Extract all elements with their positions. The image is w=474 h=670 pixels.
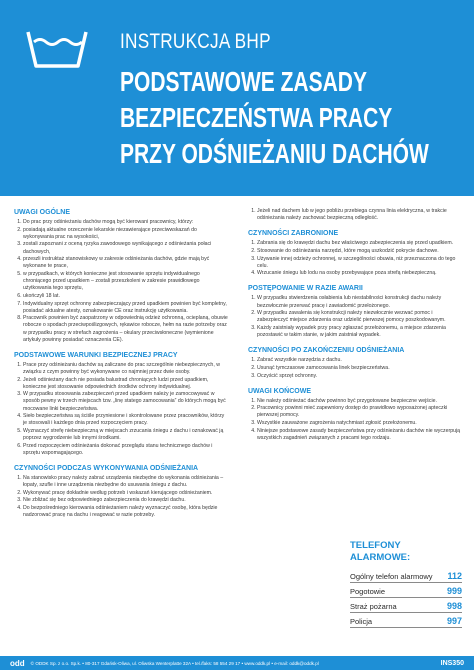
instruction-item: 1. Zabrać wszystkie narzędzia z dachu. — [257, 357, 462, 364]
instruction-item: 3. Używanie innej odzieży ochronnej, w szczególności obuwia, niż przeznaczona do tego celu. — [257, 256, 462, 270]
alarm-label: Pogotowie — [350, 587, 386, 596]
main-title-line: PRZY ODŚNIEŻANIU DACHÓW — [120, 138, 429, 169]
instruction-item: 3. Nie zbliżać się bez odpowiedniego zabezpieczenia do krawędzi dachu. — [23, 497, 228, 504]
instruction-item: 3. Wszystkie zauważone zagrożenia natychmiast zgłosić przełożonemu. — [257, 420, 462, 427]
instruction-item: 2. Stosowanie do odśnieżania narzędzi, które mogą uszkodzić pokrycie dachowe. — [257, 248, 462, 255]
instruction-item: 6. ukończyli 18 lat. — [23, 293, 228, 300]
instruction-item: 8. Pracownik powinien być zaopatrzony w odpowiednią odzież ochronną, ocieplaną, obuwie robocze o spodach przeciwpoślizgowych, rękawice robocze, hełm na razie potrzeby oraz w przypadku pracy w strefach zagrożenia – okulary przeciwsłoneczne (wymienione artykuły powinny posiadać oznaczenia CE). — [23, 315, 228, 343]
section-title: CZYNNOŚCI PODCZAS WYKONYWANIA ODŚNIEŻANIA — [14, 464, 199, 472]
instruction-item: 4. Wrzucanie śniegu lub lodu na osoby przebywające poza strefą niebezpieczną. — [257, 270, 462, 277]
instruction-item: 3. W przypadku stosowania zabezpieczeń przed upadkiem należy je zamocowywać w sposób pewny w trzech miejscach tzw. „linę statego zamocowania” do których mogą być mocowane linki bezpieczeństwa. — [23, 391, 228, 412]
instruction-item: 1. Jeżeli nad dachem lub w jego pobliżu przebiega czynna linia elektryczna, w trakcie odśnieżania należy zachować bezpieczną odległość. — [257, 208, 462, 222]
instruction-item: 3. zostali zapoznani z oceną ryzyka zawodowego wynikającego z odśnieżania połaci dachowych, — [23, 241, 228, 255]
document-main-title — [120, 64, 435, 172]
instruction-item: 2. Pracownicy powinni mieć zapewniony dostęp do prawidłowo wyposażonej apteczki pierwszej pomocy. — [257, 405, 462, 419]
instruction-item: 5. Wyznaczyć strefę niebezpieczną w miejscach zrzucania śniegu z dachu i oznakować ją poprzez wygrodzenie lub innymi środkami. — [23, 428, 228, 442]
instruction-item: 2. Jeżeli odśnieżany dach nie posiada balustrad chroniących ludzi przed upadkiem, konieczne jest stosowanie odpowiednich środków ochrony indywidualnej. — [23, 377, 228, 391]
instruction-item: 1. Prace przy odśnieżaniu dachów są zaliczane do prac szczególnie niebezpiecznych, w związku z czym powinny być wykonywane co najmniej przez dwie osoby. — [23, 362, 228, 376]
instruction-section — [14, 208, 228, 344]
alarm-number: 997 — [446, 616, 462, 626]
alarm-phones-title: TELEFONY ALARMOWE: — [350, 540, 411, 563]
instruction-section — [248, 387, 462, 442]
instruction-item: 5. w przypadkach, w których konieczne jest stosowanie sprzętu indywidualnego chroniącego przed upadkiem – zostali przeszkoleni w zakresie prawidłowego użytkowania tego sprzętu, — [23, 271, 228, 292]
instruction-item: 1. Zabrania się do krawędzi dachu bez właściwego zabezpieczenia się przed upadkiem. — [257, 240, 462, 247]
alarm-number: 999 — [446, 586, 462, 596]
instruction-item: 4. Sieło bezpieczeństwa są ściśle przyniesione i skontrolowane przez pracowników, którzy je stosowali i każdego dnia przed rozpoczęciem pracy. — [23, 413, 228, 427]
instruction-item: 1. Nie należy odśnieżać dachów powinno być przygotowane bezpieczne wejście. — [257, 398, 462, 405]
instruction-list — [248, 295, 462, 339]
section-title: CZYNNOŚCI PO ZAKOŃCZENIU ODŚNIEŻANIA — [248, 347, 405, 355]
left-column — [14, 208, 228, 526]
footer-bar — [0, 656, 474, 670]
alarm-row — [350, 613, 462, 628]
section-title: CZYNNOŚCI ZABRONIONE — [248, 230, 339, 238]
header-banner — [0, 0, 474, 196]
alarm-phones-box — [350, 540, 462, 628]
alarm-row — [350, 583, 462, 598]
instruction-section — [248, 284, 462, 339]
footer-address: © ODDK Sp. z o.o. Sp.k. • 80-317 Gdańsk-Oliwa, ul. Oliwska Wenterplatte 32A • tel./faks: 58 554 29 17 • www.oddk.pl • e-mail: oddk@oddk.pl — [30, 660, 319, 666]
instruction-item: 2. W przypadku zawalenia się konstrukcji należy niezwłocznie wezwać pomoc i zabezpieczyć miejsce zdarzenia oraz udzielić pierwszej pomocy poszkodowanym. — [257, 310, 462, 324]
section-title: UWAGI OGÓLNE — [14, 209, 70, 216]
document-code: INS350 — [440, 659, 464, 667]
main-title-line: PODSTAWOWE ZASADY — [120, 66, 367, 97]
instruction-item: 1. Do prac przy odśnieżaniu dachów mogą być kierowani pracownicy, którzy: — [23, 219, 228, 226]
instruction-item: 4. przeszli instruktaż stanowiskowy w zakresie odśnieżania dachów, gdzie mają być wykonane te prace, — [23, 256, 228, 270]
alarm-number: 112 — [447, 571, 462, 581]
section-title: UWAGI KOŃCOWE — [248, 387, 311, 395]
instruction-list — [248, 357, 462, 379]
section-title: POSTĘPOWANIE W RAZIE AWARII — [248, 285, 363, 293]
instruction-section — [248, 229, 462, 277]
instruction-item: 6. Przed rozpoczęciem odśnieżania dokonać przeglądu stanu technicznego dachów i sprzętu wspomagającego. — [23, 443, 228, 457]
instruction-section — [14, 351, 228, 457]
instruction-item: 3. Każdy zaistniały wypadek przy pracy zgłaszać przełożonemu, a miejsce zdarzenia pozostawić w takim stanie, w jakim zaistniał wypadek. — [257, 325, 462, 339]
main-title-line: BEZPIECZEŃSTWA PRACY — [120, 102, 393, 133]
document-type-title: INSTRUKCJA BHP — [120, 30, 271, 53]
alarm-label: Straż pożarna — [350, 602, 397, 611]
right-column — [248, 208, 462, 449]
alarm-row — [350, 598, 462, 613]
instruction-list — [14, 219, 228, 344]
instruction-item: 1. W przypadku stwierdzenia osłabienia lub niestabilności konstrukcji dachu należy bezzwłocznie przerwać pracę i zawiadomić przełożonego. — [257, 295, 462, 309]
instruction-section — [248, 346, 462, 379]
instruction-item: 2. Wykonywać pracę dokładnie według potrzeb i wskazań kierującego odśnieżaniem. — [23, 490, 228, 497]
alarm-number: 998 — [446, 601, 462, 611]
brand-logo: odd — [10, 658, 25, 668]
alarm-label: Ogólny telefon alarmowy — [350, 572, 433, 581]
instruction-list — [14, 475, 228, 519]
alarm-row — [350, 568, 462, 583]
instruction-item: 4. Niniejsze podstawowe zasady bezpieczeństwa przy odśnieżaniu dachów nie wyczerpują wszystkich zagadnień związanych z pracami tego rodzaju. — [257, 428, 462, 442]
instruction-item: 3. Oczyścić sprzęt ochronny. — [257, 373, 462, 380]
instruction-list — [248, 240, 462, 277]
instruction-section — [248, 208, 462, 222]
instruction-item: 4. Do bezpośredniego kierowania odśnieżaniem należy wyznaczyć osobę, która będzie nadzorować pracę na dachu i reagować w razie potrzeby. — [23, 505, 228, 519]
instruction-item: 1. Na stanowisko pracy należy zabrać urządzenia niezbędne do wykonania odśnieżania – łopaty, szufle i inne urządzenia niezbędne do usuwania śniegu z dachu. — [23, 475, 228, 489]
instruction-item: 7. Indywidualny sprzęt ochronny zabezpieczający przed upadkiem powinien być kompletny, posiadać aktualne atesty, oznakowanie CE oraz instrukcję użytkowania. — [23, 301, 228, 315]
instruction-item: 2. Usunąć tymczasowe zamocowania linek bezpieczeństwa. — [257, 365, 462, 372]
instruction-section — [14, 464, 228, 519]
instruction-list — [248, 398, 462, 442]
washing-basin-icon — [26, 28, 88, 68]
instruction-list — [14, 362, 228, 457]
alarm-label: Policja — [350, 617, 373, 626]
instruction-item: 2. posiadają aktualne orzeczenie lekarskie niezawierające przeciwwskazań do wykonywania prac na wysokości, — [23, 227, 228, 241]
instruction-list — [248, 208, 462, 222]
section-title: PODSTAWOWE WARUNKI BEZPIECZNEJ PRACY — [14, 351, 178, 359]
